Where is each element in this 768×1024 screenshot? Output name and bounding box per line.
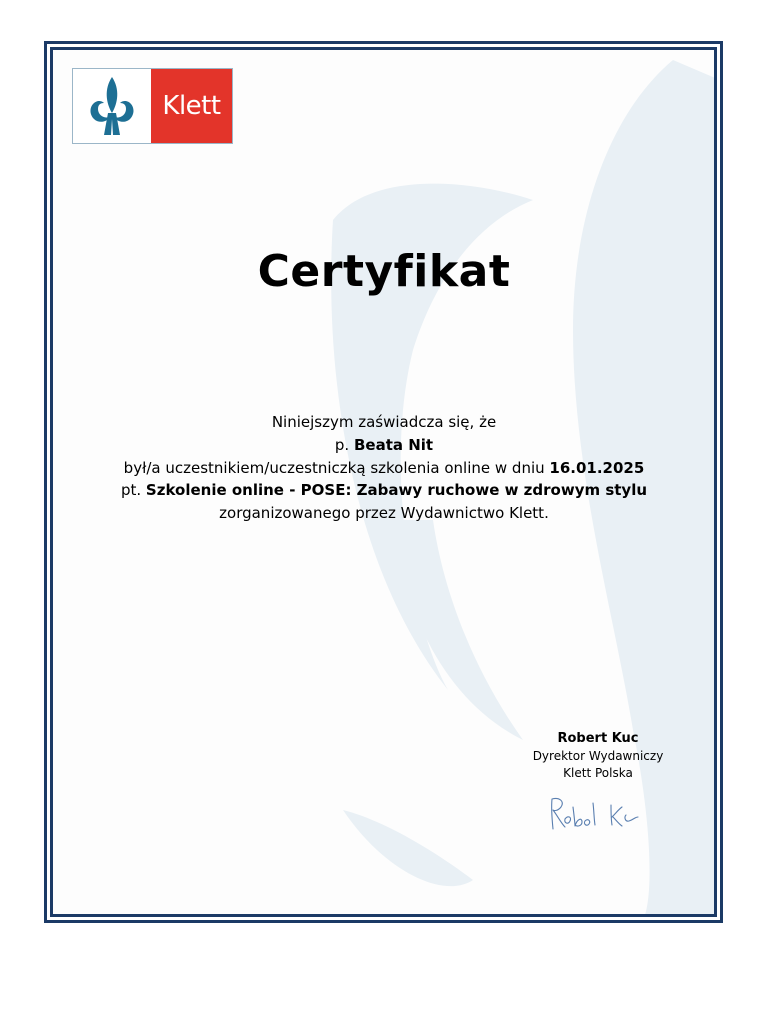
klett-flame-icon: [73, 69, 151, 143]
recipient-prefix: p.: [334, 435, 354, 454]
certificate-body: [60, 411, 708, 525]
course-name: Szkolenie online - POSE: Zabawy ruchowe w zdrowym stylu: [145, 481, 648, 500]
intro-line: Niniejszym zaświadcza się, że: [271, 413, 497, 431]
participation-line: [60, 457, 708, 480]
recipient-name: Beata Nit: [353, 435, 434, 454]
signatory-name: Robert Kuc: [557, 731, 639, 746]
course-date: 16.01.2025: [549, 458, 645, 477]
klett-wordmark: Klett: [151, 69, 232, 143]
course-prefix: pt.: [120, 481, 146, 500]
participation-text: był/a uczestnikiem/uczestniczką szkolenia online w dniu: [123, 458, 550, 477]
certificate-title: Certyfikat: [257, 246, 511, 297]
signatory-role: Dyrektor Wydawniczy: [532, 749, 664, 763]
handwritten-signature: [545, 793, 650, 833]
signatory-block: [518, 730, 678, 782]
klett-logo: [72, 68, 233, 144]
signatory-company: Klett Polska: [563, 766, 633, 780]
recipient-line: [60, 434, 708, 457]
course-line: [60, 479, 708, 502]
organizer-line: zorganizowanego przez Wydawnictwo Klett.: [219, 504, 549, 523]
